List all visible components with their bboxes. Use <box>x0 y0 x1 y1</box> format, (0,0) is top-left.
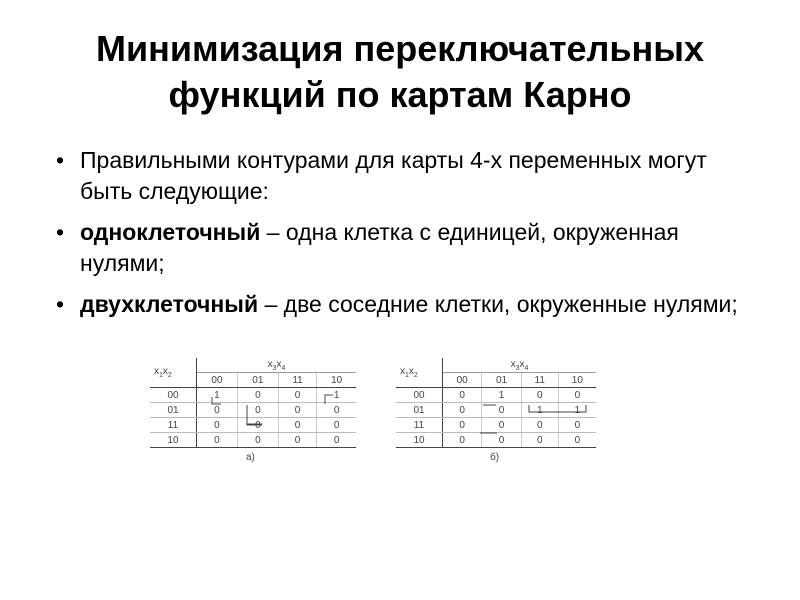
bullet-item <box>52 217 762 279</box>
column-header: 00 <box>443 373 482 388</box>
bullet-list <box>52 145 762 330</box>
karnaugh-map-a <box>150 358 356 448</box>
row-header: 00 <box>150 388 197 403</box>
row-header: 10 <box>396 433 443 448</box>
slide-title-line-1: Минимизация переключательных <box>95 28 705 69</box>
kmap-row <box>396 388 596 403</box>
kmap-cell: 0 <box>197 403 238 418</box>
bullet-bold-text: одноклеточный <box>80 219 261 245</box>
kmap-cell: 0 <box>278 418 316 433</box>
kmap-row <box>150 433 356 448</box>
row-variables-label: $x_1x_2$ <box>396 358 443 388</box>
kmap-cell: 0 <box>482 433 521 448</box>
kmap-cell: 0 <box>317 418 356 433</box>
bullet-bold-text: двухклеточный <box>80 291 259 317</box>
row-variables-label: $x_1x_2$ <box>150 358 197 388</box>
kmap-row <box>396 433 596 448</box>
kmap-cell: 0 <box>558 388 596 403</box>
kmap-cell: 1 <box>197 388 238 403</box>
kmap-cell: 0 <box>237 388 278 403</box>
kmap-cell: 0 <box>237 433 278 448</box>
kmap-cell: 1 <box>482 388 521 403</box>
kmap-cell: 0 <box>443 403 482 418</box>
kmap-cell: 0 <box>278 403 316 418</box>
column-header: 11 <box>521 373 558 388</box>
kmap-cell: 0 <box>443 433 482 448</box>
row-header: 00 <box>396 388 443 403</box>
bullet-item <box>52 289 762 320</box>
kmap-row <box>150 403 356 418</box>
kmap-cell: 0 <box>197 433 238 448</box>
row-header: 01 <box>396 403 443 418</box>
bullet-text: – две соседние клетки, окруженные нулями; <box>258 291 738 317</box>
kmap-cell: 0 <box>197 418 238 433</box>
kmap-cell: 0 <box>443 418 482 433</box>
kmap-cell: 0 <box>278 433 316 448</box>
kmap-cell: 0 <box>482 403 521 418</box>
kmap-cell: 0 <box>237 418 278 433</box>
row-header: 11 <box>396 418 443 433</box>
kmap-cell: 1 <box>558 403 596 418</box>
row-header: 11 <box>150 418 197 433</box>
kmap-cell: 0 <box>521 388 558 403</box>
kmap-cell: 0 <box>443 388 482 403</box>
bullet-dot-icon: • <box>56 291 65 317</box>
kmap-b-caption: б) <box>490 452 500 463</box>
bullet-dot-icon: • <box>56 219 65 245</box>
kmap-cell: 0 <box>317 433 356 448</box>
kmap-cell: 0 <box>558 418 596 433</box>
karnaugh-map-b <box>396 358 596 448</box>
kmap-row <box>396 403 596 418</box>
column-header: 10 <box>558 373 596 388</box>
kmap-cell: 0 <box>278 388 316 403</box>
column-variables-label: $x_3x_4$ <box>443 358 597 373</box>
bullet-text: – одна клетка с единицей, окруженная нулями; <box>80 219 679 276</box>
column-header: 10 <box>317 373 356 388</box>
row-header: 01 <box>150 403 197 418</box>
column-header: 00 <box>197 373 238 388</box>
column-header: 01 <box>237 373 278 388</box>
bullet-item <box>52 145 762 207</box>
slide-title-line-2: функций по картам Карно <box>168 74 632 115</box>
row-header: 10 <box>150 433 197 448</box>
kmap-cell: 0 <box>521 418 558 433</box>
kmap-cell: 1 <box>521 403 558 418</box>
kmap-cell: 0 <box>482 418 521 433</box>
column-header: 01 <box>482 373 521 388</box>
kmap-cell: 0 <box>317 403 356 418</box>
kmap-row <box>150 388 356 403</box>
bullet-text: Правильными контурами для карты 4-х переменных могут быть следующие: <box>80 147 707 204</box>
kmap-a-caption: а) <box>246 452 255 463</box>
kmap-cell: 1 <box>317 388 356 403</box>
kmap-cell: 0 <box>237 403 278 418</box>
column-variables-label: $x_3x_4$ <box>197 358 357 373</box>
bullet-dot-icon: • <box>56 147 65 173</box>
kmap-row <box>396 418 596 433</box>
kmap-cell: 0 <box>558 433 596 448</box>
column-header: 11 <box>278 373 316 388</box>
kmap-cell: 0 <box>521 433 558 448</box>
kmap-row <box>150 418 356 433</box>
slide-title <box>40 26 760 118</box>
